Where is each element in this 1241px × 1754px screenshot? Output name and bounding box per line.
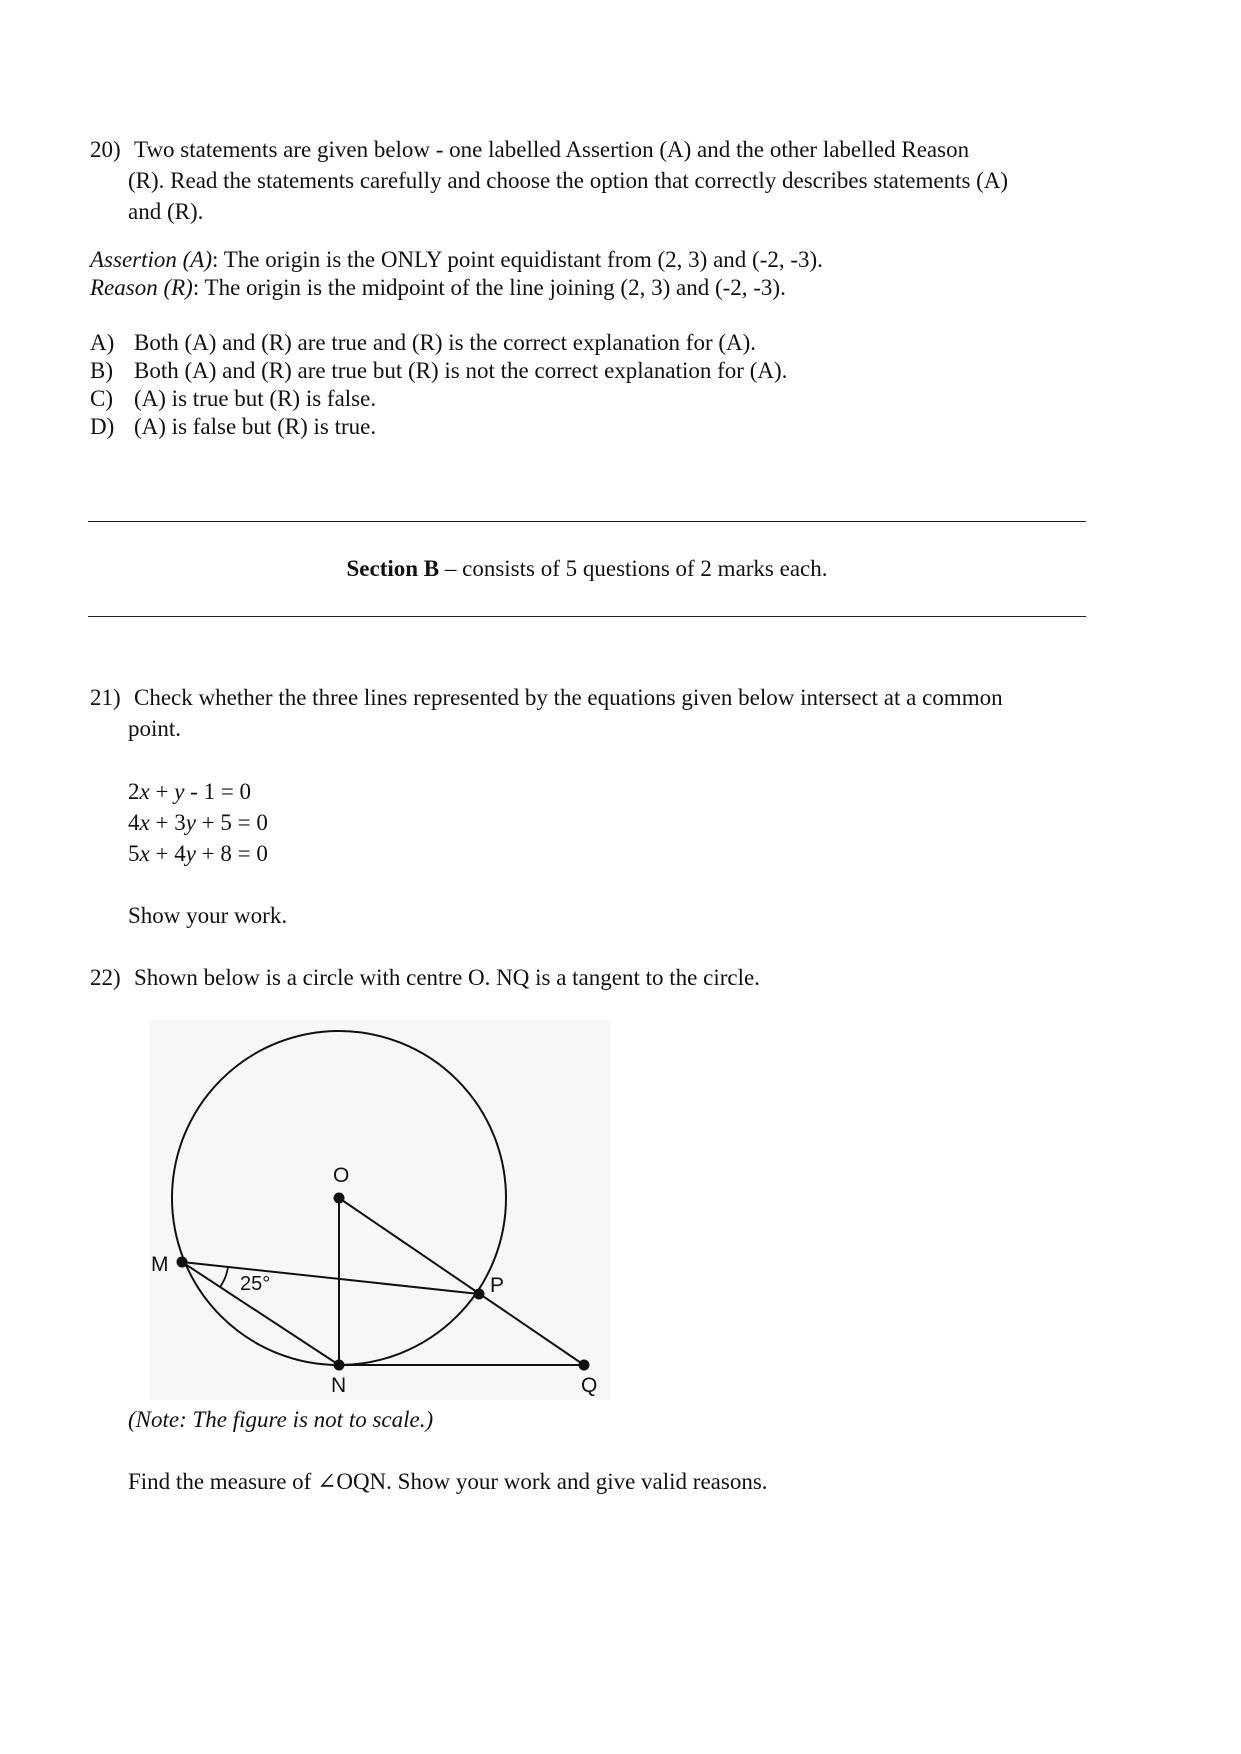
q22-number: 22) (90, 965, 121, 990)
option-a-letter: A) (90, 330, 115, 355)
option-d-letter: D) (90, 414, 115, 439)
assertion (90, 244, 1090, 275)
q21-show-work: Show your work. (128, 903, 288, 928)
reason (90, 272, 1090, 303)
q20-text-1: Two statements are given below - one labelled Assertion (A) and the other labelled Reason (134, 137, 970, 162)
point-p (474, 1289, 485, 1300)
q21-line2: point. (128, 716, 182, 741)
label-n: N (331, 1374, 347, 1397)
section-b-title: Section B (346, 556, 440, 581)
option-b-letter: B) (90, 358, 113, 383)
equation-1: 2x + y - 1 = 0 (128, 779, 252, 804)
section-b-heading (88, 553, 1086, 584)
question-21 (90, 682, 1090, 744)
section-b-desc: – consists of 5 questions of 2 marks each. (439, 556, 828, 581)
equation-3: 5x + 4y + 8 = 0 (128, 841, 268, 866)
q21-number: 21) (90, 685, 121, 710)
label-q: Q (581, 1374, 598, 1397)
label-m: M (151, 1253, 169, 1276)
equation-2: 4x + 3y + 5 = 0 (128, 810, 268, 835)
figure-note: (Note: The figure is not to scale.) (128, 1407, 434, 1432)
option-c-text: (A) is true but (R) is false. (134, 386, 377, 411)
reason-label: Reason (R) (90, 275, 193, 300)
angle-label: 25° (240, 1273, 271, 1295)
point-n (334, 1360, 345, 1371)
option-b (90, 355, 787, 386)
option-a-text: Both (A) and (R) are true and (R) is the correct explanation for (A). (134, 330, 757, 355)
question-20 (90, 134, 1090, 227)
option-a (90, 327, 756, 358)
label-o: O (333, 1164, 350, 1187)
q21-text-1: Check whether the three lines represented by the equations given below intersect at a common (134, 685, 1003, 710)
assertion-label: Assertion (A) (90, 247, 213, 272)
q20-number: 20) (90, 137, 121, 162)
question-22 (90, 962, 1090, 993)
q20-line2: (R). Read the statements carefully and choose the option that correctly describes statements (A) (128, 168, 1009, 193)
figure-background (150, 1020, 610, 1400)
circle-tangent-figure (150, 1020, 610, 1400)
divider-bottom (88, 616, 1086, 617)
q22-question: Find the measure of ∠OQN. Show your work and give valid reasons. (128, 1469, 768, 1494)
point-q (579, 1360, 590, 1371)
assertion-text: : The origin is the ONLY point equidistant from (2, 3) and (-2, -3). (212, 247, 823, 272)
divider-top (88, 521, 1086, 522)
q21-line1 (90, 682, 1090, 713)
q20-line1 (90, 134, 1090, 165)
label-p: P (490, 1274, 505, 1297)
q22-line1 (90, 962, 1090, 993)
q22-text-1: Shown below is a circle with centre O. NQ is a tangent to the circle. (134, 965, 760, 990)
option-c (90, 383, 376, 414)
point-m (177, 1257, 188, 1268)
option-d-text: (A) is false but (R) is true. (134, 414, 377, 439)
point-o (334, 1193, 345, 1204)
reason-text: : The origin is the midpoint of the line joining (2, 3) and (-2, -3). (192, 275, 786, 300)
option-d (90, 411, 376, 442)
option-b-text: Both (A) and (R) are true but (R) is not the correct explanation for (A). (134, 358, 788, 383)
option-c-letter: C) (90, 386, 113, 411)
q20-line3: and (R). (128, 199, 204, 224)
